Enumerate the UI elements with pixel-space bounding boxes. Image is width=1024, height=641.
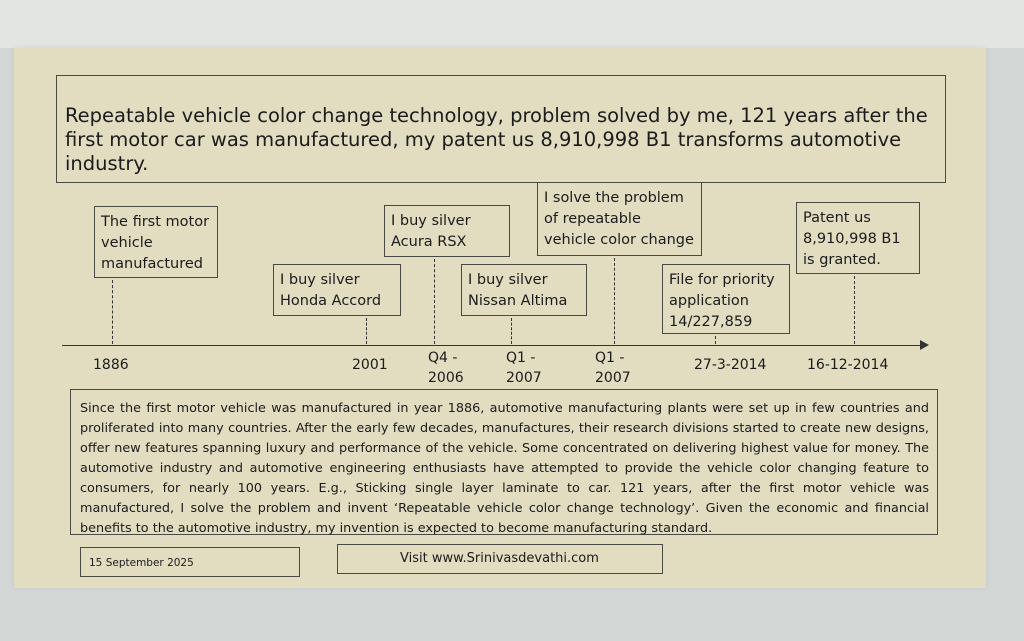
- tick-1886: [112, 280, 113, 344]
- event-box-q1-2007-solve: I solve the problem of repeatable vehicle color change: [537, 182, 702, 256]
- slide: [14, 48, 986, 588]
- event-box-16-12-2014: Patent us 8,910,998 B1 is granted.: [796, 202, 920, 274]
- tick-16-12-2014: [854, 276, 855, 344]
- tick-q1-2007-solve: [614, 258, 615, 344]
- footer-website-link[interactable]: Visit www.Srinivasdevathi.com: [337, 544, 663, 574]
- date-label-q1-2007-altima: Q1 - 2007: [506, 350, 542, 386]
- date-label-27-3-2014: 27-3-2014: [694, 357, 767, 373]
- date-label-2001: 2001: [352, 357, 388, 373]
- event-box-q1-2007-altima: I buy silver Nissan Altima: [461, 264, 587, 316]
- event-box-1886: The first motor vehicle manufactured: [94, 206, 218, 278]
- footer-date: 15 September 2025: [80, 547, 300, 577]
- tick-2001: [366, 318, 367, 344]
- timeline-arrow-icon: [920, 340, 929, 350]
- background-band: [0, 0, 1024, 48]
- timeline-axis: [62, 345, 924, 346]
- event-box-2001: I buy silver Honda Accord: [273, 264, 401, 316]
- date-label-q4-2006: Q4 - 2006: [428, 350, 464, 386]
- date-label-16-12-2014: 16-12-2014: [807, 357, 889, 373]
- date-label-q1-2007-solve: Q1 - 2007: [595, 350, 631, 386]
- date-label-1886: 1886: [93, 357, 129, 373]
- description-paragraph: Since the first motor vehicle was manufactured in year 1886, automotive manufacturing plants were set up in few countries and proliferated into many countries. After the early few decades, manufactures, their research divisions started to create new designs, offer new features spanning luxury and performance of the vehicle. Some concentrated on delivering highest value for money. The automotive industry and automotive engineering enthusiasts have attempted to provide the vehicle color changing feature to consumers, for nearly 100 years. E.g., Sticking single layer laminate to car. 121 years, after the first motor vehicle was manufactured, I solve the problem and invent ‘Repeatable vehicle color change technology’. Given the economic and financial benefits to the automotive industry, my invention is expected to become manufacturing standard.: [70, 389, 938, 535]
- tick-27-3-2014: [715, 336, 716, 344]
- event-box-q4-2006: I buy silver Acura RSX: [384, 205, 510, 257]
- slide-title: Repeatable vehicle color change technology, problem solved by me, 121 years after the first motor car was manufactured, my patent us 8,910,998 B1 transforms automotive industry.: [56, 75, 946, 183]
- tick-q4-2006: [434, 259, 435, 344]
- event-box-27-3-2014: File for priority application 14/227,859: [662, 264, 790, 334]
- tick-q1-2007-altima: [511, 318, 512, 344]
